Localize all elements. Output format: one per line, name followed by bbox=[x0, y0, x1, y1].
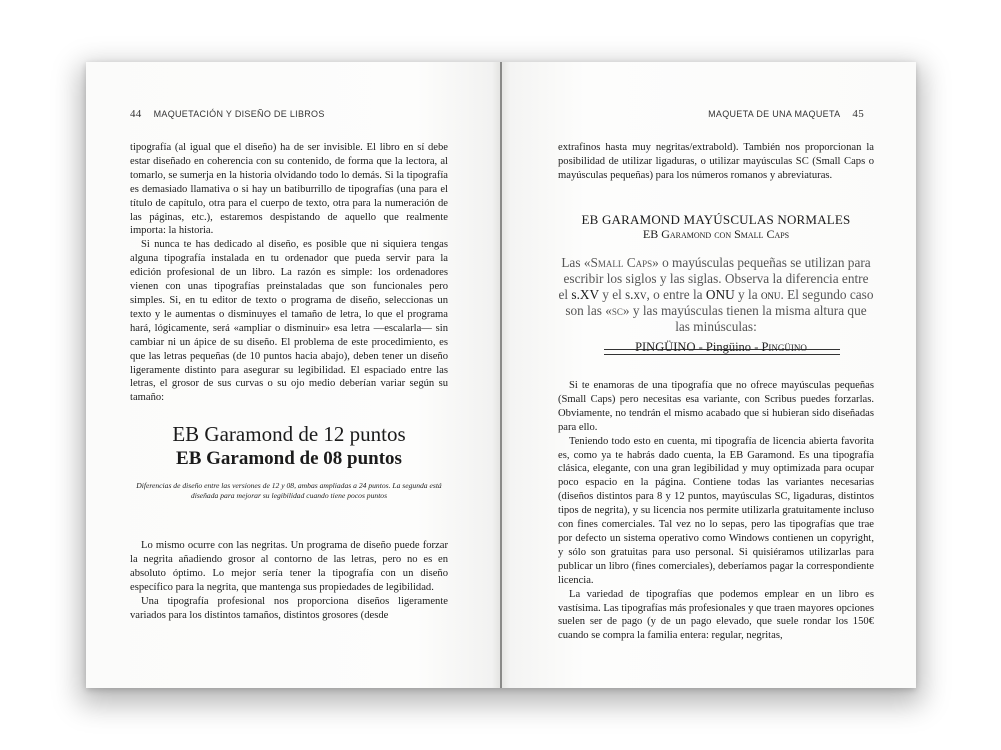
running-head-left bbox=[130, 108, 325, 120]
paragraph: Lo mismo ocurre con las negritas. Un programa de diseño puede forzar la negrita añadiendo grosor al contorno de las letras, pero no es en absoluto óptimo. Lo mejor sería tener la tipografía con un diseño específico para la negrita, que mantenga sus propiedades de legibilidad. bbox=[130, 540, 448, 593]
running-head-title: MAQUETACIÓN Y DISEÑO DE LIBROS bbox=[153, 109, 325, 119]
figure-caption: Diferencias de diseño entre las versiones de 12 y 08, ambas ampliadas a 24 puntos. La segunda está diseñada para mejorar su legibilidad cuando tiene pocos puntos bbox=[136, 481, 442, 500]
heading-normal-caps: EB GARAMOND MAYÚSCULAS NORMALES bbox=[581, 212, 851, 227]
example-caps: s.XV bbox=[571, 287, 599, 302]
separator: - bbox=[751, 340, 762, 354]
paragraph: Teniendo todo esto en cuenta, mi tipografía de licencia abierta favorita es, como ya te habrás dado cuenta, la EB Garamond. Es una tipografía clásica, elegante, con una gran legibilidad y muy optimizada para ocupar poco espacio en la página. Contiene todas las variantes necesarias (diseños distintos para 8 y 12 puntos, mayúsculas SC, ligaduras, distintos tipos de negrita), y su licencia nos permite utilizarla gratuitamente incluso con fines comerciales. Tal vez no lo sepas, pero las tipografías que trae por defecto un sistema operativo como Windows contienen un copyright, y sólo son gratuitas para uso personal. Si quisiéramos utilizarlas para publicar un libro (fines comerciales), deberíamos pagar la correspondiente licencia. bbox=[558, 435, 874, 586]
example-text: y el bbox=[598, 287, 626, 302]
example-smallcaps: onu bbox=[760, 287, 781, 302]
example-text: , o entre la bbox=[646, 287, 706, 302]
paragraph: Una tipografía profesional nos proporciona diseños ligeramente variados para los distintos tamaños, distintos grosores (desde bbox=[130, 595, 448, 621]
paragraph: Si te enamoras de una tipografía que no ofrece mayúsculas pequeñas (Small Caps) pero necesitas esa variante, con Scribus puedes forzarlas. Obviamente, no tendrán el mismo acabado que si hubieran sido diseñadas para ello. bbox=[558, 380, 874, 433]
body-text-bottom bbox=[558, 379, 874, 643]
separator: - bbox=[695, 340, 706, 354]
example-text: » o mayúsculas pequeñas se utilizan para escribir los siglos y las siglas. Observa la diferencia entre el bbox=[558, 255, 871, 302]
heading-small-caps: EB Garamond con Small Caps bbox=[642, 227, 790, 241]
example-text: Las « bbox=[561, 255, 591, 270]
example-smallcaps: Small Caps bbox=[590, 255, 653, 270]
body-text-bottom bbox=[130, 539, 448, 622]
paragraph: tipografía (al igual que el diseño) ha de ser invisible. El libro en sí debe estar diseñado en coherencia con su contenido, de forma que la lectora, al tomarlo, se sumerja en la historia olvidando todo lo demás. Si la tipografía es demasiado llamativa o si hay un batiburrillo de tipografías (una para el título de capítulo, otra para el cuerpo de texto, otra para la numeración de las páginas, etc.), estaremos despistando de aquello que realmente importa: la historia. bbox=[130, 142, 448, 237]
example-caps: ONU bbox=[705, 287, 735, 302]
page-number: 45 bbox=[852, 108, 864, 120]
open-book bbox=[86, 62, 916, 688]
example-text: y la bbox=[734, 287, 761, 302]
body-text-top bbox=[130, 141, 448, 405]
paragraph: La variedad de tipografías que podemos emplear en un libro es vastísima. Las tipografías más profesionales y que traen mayores opciones suelen ser de pago (y de un pago elevado, que suele rondar los 150€ cuando se compra la familia entera: regular, negritas, bbox=[558, 588, 874, 642]
example-text: » y las mayúsculas tienen la misma altura que las minúsculas: bbox=[622, 303, 867, 334]
pinguino-comparison bbox=[606, 340, 836, 355]
right-page bbox=[502, 62, 916, 688]
sample-08pt: EB Garamond de 08 puntos bbox=[176, 448, 402, 469]
pinguino-caps: PINGÜINO bbox=[635, 340, 696, 354]
left-page bbox=[86, 62, 500, 688]
pinguino-lower: Pingüino bbox=[705, 340, 752, 354]
sample-12pt: EB Garamond de 12 puntos bbox=[172, 422, 406, 446]
running-head-title: MAQUETA DE UNA MAQUETA bbox=[708, 109, 841, 119]
small-caps-example bbox=[558, 255, 874, 335]
paragraph: extrafinos hasta muy negritas/extrabold). También nos proporcionan la posibilidad de utilizar ligaduras, o utilizar mayúsculas SC (Small Caps o mayúsculas pequeñas) para los números romanos y abreviaturas. bbox=[558, 142, 874, 181]
body-text-top bbox=[558, 141, 874, 183]
example-smallcaps: s.xv bbox=[625, 287, 647, 302]
pinguino-smallcaps: Pingüino bbox=[761, 340, 807, 354]
page-number: 44 bbox=[130, 108, 142, 120]
running-head-right bbox=[708, 108, 864, 120]
example-text: . El segundo caso son las « bbox=[565, 287, 874, 318]
paragraph: Si nunca te has dedicado al diseño, es posible que ni siquiera tengas alguna tipografía instalada en tu ordenador que pueda servir para la edición profesional de un libro. La razón es simple: los ordenadores vienen con unas tipografías preinstaladas que son funcionales pero simples. Si, en tu editor de texto o programa de diseño, seleccionas un texto y le aumentas o disminuyes el tamaño de letra, lo que el programa hará, lógicamente, será «ampliar o disminuir» esa letra —escalarla— sin cambiar ni un ápice de su diseño. El problema de este procedimiento, es que las letras pequeñas (de 10 puntos hacia abajo), deben tener un diseño ligeramente distinto para asegurar su legibilidad. El espaciado entre las letras, el grosor de sus curvas o su ojo medio deberían variar según su tamaño: bbox=[130, 239, 448, 404]
example-smallcaps: sc bbox=[611, 303, 623, 318]
